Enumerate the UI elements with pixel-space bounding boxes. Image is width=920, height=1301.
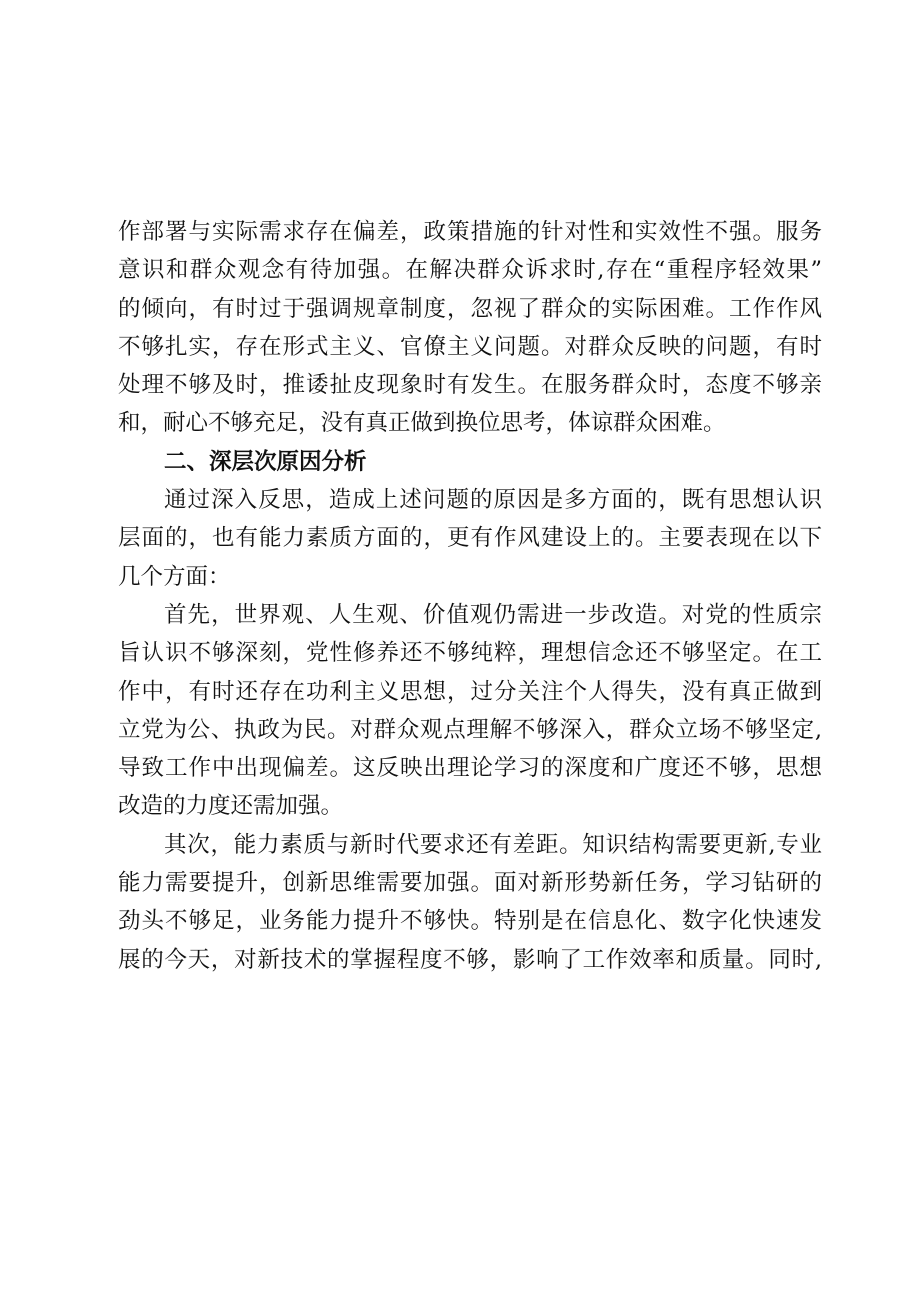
text-line: 作部署与实际需求存在偏差，政策措施的针对性和实效性不强。服务 bbox=[118, 219, 822, 245]
paragraph-intro bbox=[118, 481, 822, 596]
text-line: 的倾向，有时过于强调规章制度，忽视了群众的实际困难。工作作风 bbox=[118, 295, 822, 322]
text-line: 首先，世界观、人生观、价值观仍需进一步改造。对党的性质宗 bbox=[164, 601, 822, 628]
text-line: 展的今天，对新技术的掌握程度不够，影响了工作效率和质量。同时, bbox=[118, 946, 822, 973]
text-line: 能力需要提升，创新思维需要加强。面对新形势新任务，学习钻研的 bbox=[118, 870, 822, 897]
text-line: 不够扎实，存在形式主义、官僚主义问题。对群众反映的问题，有时 bbox=[118, 333, 822, 360]
paragraph-second bbox=[118, 826, 822, 979]
text-line: 其次，能力素质与新时代要求还有差距。知识结构需要更新,专业 bbox=[164, 831, 822, 858]
text-line: 立党为公、执政为民。对群众观点理解不够深入，群众立场不够坚定, bbox=[118, 716, 822, 743]
text-line: 通过深入反思，造成上述问题的原因是多方面的，既有思想认识 bbox=[164, 487, 822, 514]
document-body bbox=[118, 213, 822, 979]
text-line: 几个方面： bbox=[118, 563, 231, 590]
text-line: 意识和群众观念有待加强。在解决群众诉求时,存在“重程序轻效果” bbox=[118, 257, 822, 284]
paragraph-continued bbox=[118, 213, 822, 443]
text-line: 层面的，也有能力素质方面的，更有作风建设上的。主要表现在以下 bbox=[118, 525, 822, 552]
text-line: 旨认识不够深刻，党性修养还不够纯粹，理想信念还不够坚定。在工 bbox=[118, 640, 822, 667]
text-line: 导致工作中出现偏差。这反映出理论学习的深度和广度还不够，思想 bbox=[118, 755, 822, 782]
text-line: 处理不够及时，推诿扯皮现象时有发生。在服务群众时，态度不够亲 bbox=[118, 372, 822, 399]
paragraph-first bbox=[118, 596, 822, 826]
text-line: 劲头不够足，业务能力提升不够快。特别是在信息化、数字化快速发 bbox=[118, 908, 822, 935]
section-heading: 二、深层次原因分析 bbox=[164, 448, 367, 475]
text-line: 和，耐心不够充足，没有真正做到换位思考，体谅群众困难。 bbox=[118, 410, 726, 437]
text-line: 改造的力度还需加强。 bbox=[118, 793, 344, 820]
text-line: 作中，有时还存在功利主义思想，过分关注个人得失，没有真正做到 bbox=[118, 678, 822, 705]
